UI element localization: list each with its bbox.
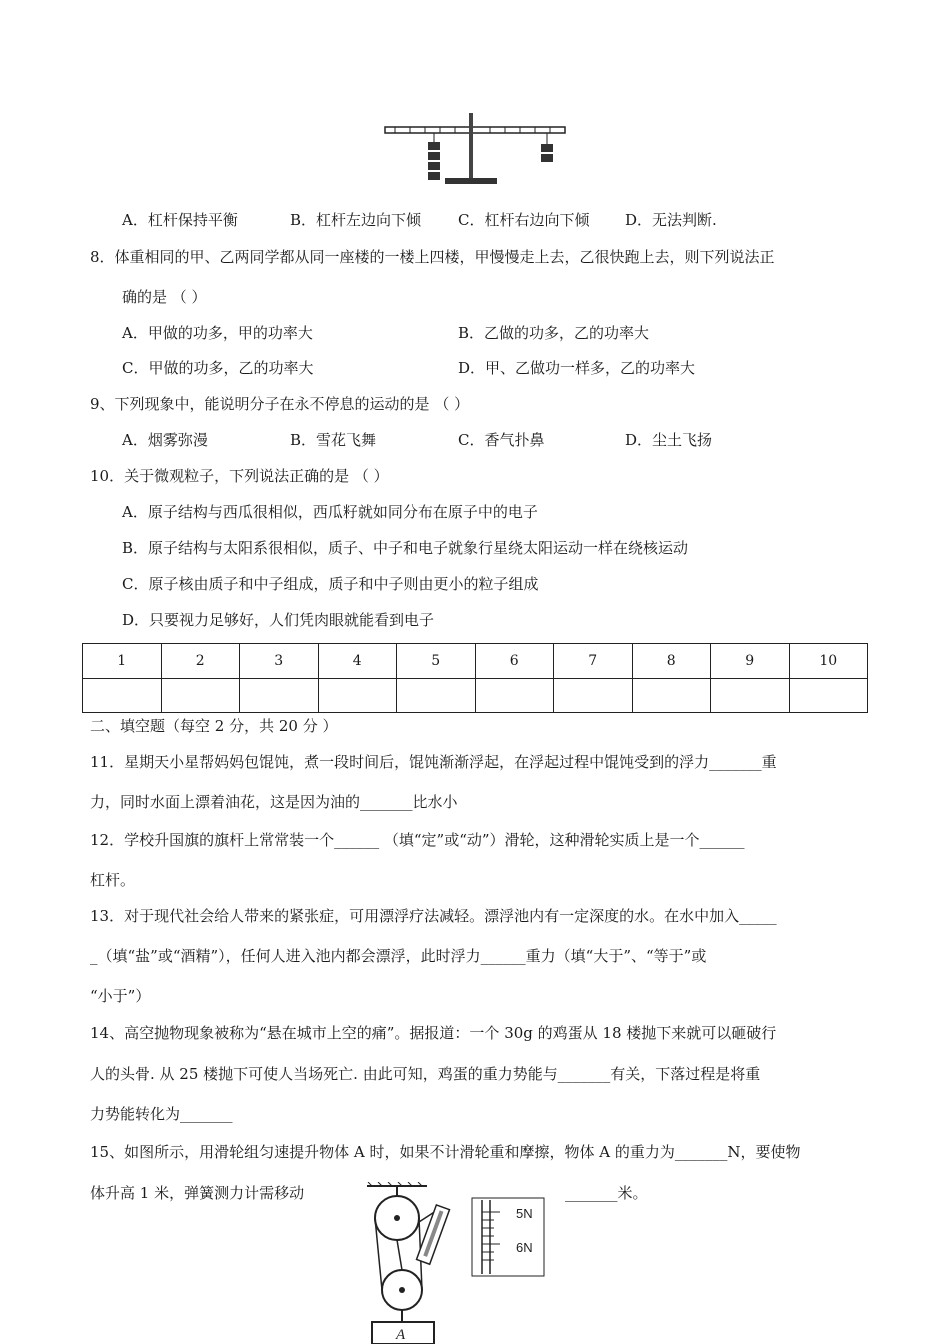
scale-label-6n: 6N (516, 1240, 533, 1255)
answer-cell[interactable] (789, 678, 868, 713)
q8-option-a: A．甲做的功多，甲的功率大 (122, 324, 313, 342)
pulley-figure (362, 1182, 552, 1344)
answer-table-header-row (83, 644, 868, 679)
q9-option-b: B．雪花飞舞 (290, 431, 377, 449)
answer-col-header: 10 (789, 644, 868, 679)
q13-line2: _（填“盐”或“酒精”），任何人进入池内都会漂浮，此时浮力______重力（填“大于”、“等于”或 (90, 947, 707, 965)
q11-line1: 11．星期天小星帮妈妈包馄饨，煮一段时间后，馄饨渐渐浮起，在浮起过程中馄饨受到的浮力_______重 (90, 753, 777, 771)
answer-col-header: 7 (554, 644, 633, 679)
q8-option-d: D．甲、乙做功一样多，乙的功率大 (458, 359, 696, 377)
section2-title: 二、填空题（每空 2 分，共 20 分 ） (90, 717, 338, 735)
q9-option-d: D．尘土飞扬 (625, 431, 713, 449)
q14-line2: 人的头骨. 从 25 楼抛下可使人当场死亡. 由此可知，鸡蛋的重力势能与_______有关，下落过程是将重 (90, 1065, 761, 1083)
answer-cell[interactable] (554, 678, 633, 713)
q10-option-c: C．原子核由质子和中子组成，质子和中子则由更小的粒子组成 (122, 575, 539, 593)
q14-line3: 力势能转化为_______ (90, 1105, 233, 1123)
q7-option-d: D．无法判断. (625, 211, 717, 229)
answer-col-header: 3 (240, 644, 319, 679)
q8-stem-line1: 8．体重相同的甲、乙两同学都从同一座楼的一楼上四楼，甲慢慢走上去，乙很快跑上去，则下列说法正 (90, 248, 775, 266)
q8-option-c: C．甲做的功多，乙的功率大 (122, 359, 314, 377)
q8-stem-line2: 确的是 （ ） (122, 288, 207, 306)
answer-col-header: 5 (397, 644, 476, 679)
q13-line1: 13．对于现代社会给人带来的紧张症，可用漂浮疗法减轻。漂浮池内有一定深度的水。在水中加入_____ (90, 907, 777, 925)
lever-figure (380, 110, 570, 190)
q7-option-c: C．杠杆右边向下倾 (458, 211, 590, 229)
q9-option-a: A．烟雾弥漫 (122, 431, 208, 449)
answer-col-header: 4 (318, 644, 397, 679)
answer-col-header: 6 (475, 644, 554, 679)
q10-option-b: B．原子结构与太阳系很相似，质子、中子和电子就象行星绕太阳运动一样在绕核运动 (122, 539, 689, 557)
answer-col-header: 1 (83, 644, 162, 679)
q10-option-a: A．原子结构与西瓜很相似，西瓜籽就如同分布在原子中的电子 (122, 503, 538, 521)
q13-line3: “小于”） (90, 987, 151, 1005)
answer-cell[interactable] (161, 678, 240, 713)
q11-line2: 力，同时水面上漂着油花，这是因为油的_______比水小 (90, 793, 458, 811)
answer-cell[interactable] (632, 678, 711, 713)
answer-cell[interactable] (475, 678, 554, 713)
q9-option-c: C．香气扑鼻 (458, 431, 545, 449)
scale-label-5n: 5N (516, 1206, 533, 1221)
answer-cell[interactable] (397, 678, 476, 713)
q14-line1: 14、高空抛物现象被称为“悬在城市上空的痛”。据报道：一个 30g 的鸡蛋从 18 楼抛下来就可以砸破行 (90, 1024, 777, 1042)
q7-option-b: B．杠杆左边向下倾 (290, 211, 422, 229)
q8-option-b: B．乙做的功多，乙的功率大 (458, 324, 650, 342)
q9-stem: 9、下列现象中，能说明分子在永不停息的运动的是 （ ） (90, 395, 470, 413)
answer-cell[interactable] (83, 678, 162, 713)
answer-col-header: 2 (161, 644, 240, 679)
q7-option-a: A．杠杆保持平衡 (122, 211, 238, 229)
answer-cell[interactable] (240, 678, 319, 713)
block-label-a: A (396, 1327, 406, 1343)
answer-col-header: 8 (632, 644, 711, 679)
q10-stem: 10．关于微观粒子，下列说法正确的是 （ ） (90, 467, 389, 485)
q15-line2-right: _______米。 (565, 1184, 648, 1202)
q10-option-d: D．只要视力足够好，人们凭肉眼就能看到电子 (122, 611, 435, 629)
answer-table (82, 643, 868, 713)
answer-col-header: 9 (711, 644, 790, 679)
answer-cell[interactable] (711, 678, 790, 713)
q12-line1: 12．学校升国旗的旗杆上常常装一个______ （填“定”或“动”）滑轮，这种滑轮实质上是一个______ (90, 831, 745, 849)
q15-line1: 15、如图所示，用滑轮组匀速提升物体 A 时，如果不计滑轮重和摩擦，物体 A 的重力为_______N，要使物 (90, 1143, 801, 1161)
q15-line2-left: 体升高 1 米，弹簧测力计需移动 (90, 1184, 305, 1202)
answer-table-blank-row[interactable] (83, 678, 868, 713)
answer-cell[interactable] (318, 678, 397, 713)
q12-line2: 杠杆。 (90, 871, 136, 889)
